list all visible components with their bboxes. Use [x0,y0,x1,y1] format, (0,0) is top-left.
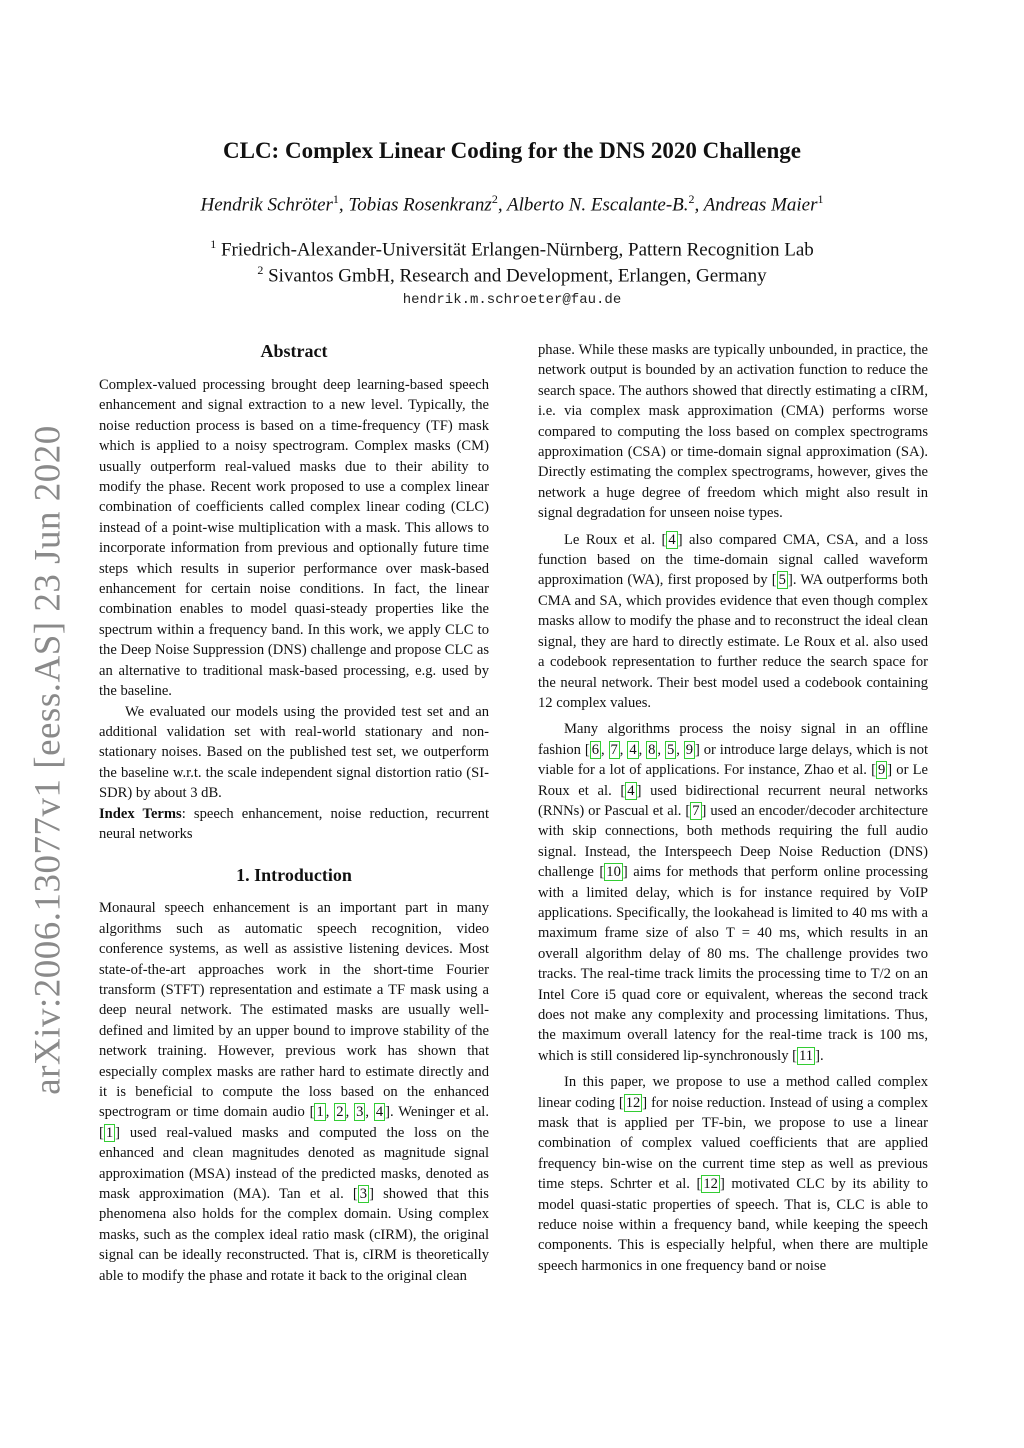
paper-title: CLC: Complex Linear Coding for the DNS 2020 Challenge [223,138,801,163]
affil-text: Sivantos GmbH, Research and Development, Erlangen, Germany [268,265,767,287]
index-terms [99,804,489,845]
author-name: Andreas Maier [703,194,818,216]
author-affil-sup: 1 [817,192,824,206]
citation-link[interactable]: 12 [625,1094,641,1111]
abstract-heading: Abstract [260,341,328,361]
citation-link[interactable]: 12 [703,1176,718,1193]
affil-sup: 2 [257,263,264,277]
affil-sup: 1 [210,237,217,251]
intro-paragraph: In this paper, we propose to use a method called complex linear coding [ 12 ] for noise reduction. Instead of using a complex mask that is applied per TF-bin, we propose to use a linear combination of complex valued coefficients that are applied frequency bin-wise on the current time step as well as previous time steps. Schrter et al. [ 12 ] motivated CLC by its ability to model quasi-static properties of speech. That is, CLC is able to reduce noise within a frequency band, while keeping the speech components. This is especially helpful, when there are multiple speech harmonics in one frequency band or noise [538,1074,928,1274]
citation-link[interactable]: 3 [356,1104,364,1121]
right-column [538,340,928,1276]
author-list [0,192,1024,216]
index-terms-label: Index Terms [99,805,182,822]
citation-link[interactable]: 5 [666,741,675,758]
index-terms-text: : speech enhancement, noise reduction, recurrent neural networks [99,805,490,842]
citation-link[interactable]: 6 [591,741,599,758]
abstract-paragraph: We evaluated our models using the provided test set and an additional validation set with real-world stationary and non-stationary noises. Based on the published test set, we outperform the baseline w.r.t. the scale independent signal distortion ratio (SI-SDR) by about 3 dB. [99,703,489,802]
abstract-paragraph: Complex-valued processing brought deep learning-based speech enhancement and signal extraction to a new level. Typically, the noise reduction process is based on a time-frequency (TF) mask which is applied to a noisy spectrogram. Complex masks (CM) usually outperform real-valued masks due to their ability to modify the phase. Recent work proposed to use a complex linear combination of coefficients called complex linear coding (CLC) instead of a point-wise multiplication with a mask. This allows to incorporate information from previous and optionally future time steps which results in superior performance over mask-based enhancement for certain noise conditions. In fact, the linear combination enables to model quasi-steady properties like the spectrum within a frequency band. In this work, we apply CLC to the Deep Noise Suppression (DNS) challenge and propose CLC as an alternative to traditional mask-based processing, e.g. used by the baseline. [99,377,489,700]
citation-link[interactable]: 4 [668,531,676,548]
author-separator: , [338,194,349,216]
author-name: Alberto N. Escalante-B. [507,194,689,216]
author-separator: , [497,194,507,216]
affil-text: Friedrich-Alexander-Universität Erlangen-Nürnberg, Pattern Recognition Lab [220,239,814,261]
citation-link[interactable]: 9 [877,762,886,779]
citation-link[interactable]: 10 [606,864,621,881]
citation-link[interactable]: 9 [685,741,694,758]
citation-link[interactable]: 7 [610,741,618,758]
author-affil-sup: 1 [332,192,339,206]
author-email[interactable]: hendrik.m.schroeter@fau.de [402,292,622,308]
citation-link[interactable]: 7 [692,802,700,819]
citation-link[interactable]: 4 [627,782,635,799]
author-separator: , [694,194,704,216]
intro-paragraph: phase. While these masks are typically unbounded, in practice, the network output is bounded by an activation function to reduce the search space. The authors showed that directly estimating a cIRM, i.e. via complex mask approximation (CMA) performs worse compared to computing the loss based on complex spectrograms approximation (CSA) or time-domain signal approximation (SA). Directly estimating the complex spectrograms, however, gives the network a huge degree of freedom which might also result in signal degradation for unseen noise types. [538,342,928,522]
section-heading-introduction: 1. Introduction [236,865,352,886]
citation-link[interactable]: 8 [648,741,656,758]
author-affil-sup: 2 [688,192,695,206]
citation-link[interactable]: 2 [336,1104,344,1121]
citation-link[interactable]: 4 [629,741,637,758]
intro-paragraph: Le Roux et al. [ 4 ] also compared CMA, CSA, and a loss function based on the time-domain signal called waveform approximation (WA), first proposed by [ 5 ]. WA outperforms both CMA and SA, which provides evidence that even though complex masks allow to modify the phase and to reconstruct the ideal clean signal, they are hard to directly estimate. Le Roux et al. also used a codebook representation to further reduce the search space for the neural network. Their best model used a codebook containing 12 complex values. [538,531,929,711]
citation-link[interactable]: 1 [105,1124,114,1141]
affiliation-1 [0,237,1024,261]
citation-link[interactable]: 5 [778,572,786,589]
affiliation-2 [0,263,1024,287]
intro-paragraph: Many algorithms process the noisy signal in an offline fashion [ 6 , 7 , 4 , 8 , 5 , 9 ] or introduce large delays, which is not viable for a lot of applications. For instance, Zhao et al. [ 9 ] or Le Roux et al. [ 4 ] used bidirectional recurrent neural networks (RNNs) or Pascual et al. [ 7 ] used an encoder/decoder architecture with skip connections, both methods requiring the full audio signal. Instead, the Interspeech Deep Noise Reduction (DNS) challenge [ 10 ] aims for methods that perform online processing with a limited delay, which is for instance required by VoIP applications. Specifically, the lookahead is limited to 40 ms with a maximum frame size of also T = 40 ms, which results in an overall algorithm delay of 80 ms. The challenge provides two tracks. The real-time track limits the processing time to T/2 on an Intel Core i5 quad core or equivalent, whereas the second track does not make any complexity and processing limitations. Thus, the maximum overall latency for the real-time track is 100 ms, which is still considered lip-synchronously [ 11 ]. [538,721,929,1064]
citation-link[interactable]: 1 [316,1104,324,1121]
citation-link[interactable]: 3 [359,1186,368,1203]
intro-paragraph: Monaural speech enhancement is an important part in many algorithms such as automatic speech recognition, video conference systems, as well as assistive listening devices. Most state-of-the-art approaches work in the short-time Fourier transform (STFT) representation and estimate a TF mask using a deep neural network. The estimated masks are usually well-defined and limited by an upper bound to improve stability of the network training. However, previous work has shown that especially complex masks are rather hard to estimate directly and it is beneficial to compute the loss based on the enhanced spectrogram or time domain audio [ 1 , 2 , 3 , 4 ]. Weninger et al. [ 1 ] used real-valued masks and computed the loss on the enhanced and clean magnitudes denoted as magnitude signal approximation (MSA) instead of the predicted masks, denoted as mask approximation (MA). Tan et al. [ 3 ] showed that this phenomena also holds for the complex domain. Using complex masks, such as the complex ideal ratio mask (cIRM), the original signal can be ideally reconstructed. That is, cIRM is theoretically able to modify the phase and rotate it back to the original clean [99,900,490,1284]
citation-link[interactable]: 4 [375,1104,384,1121]
author-name: Hendrik Schröter [200,194,333,216]
author-affil-sup: 2 [491,192,498,206]
arxiv-identifier: arXiv:2006.13077v1 [eess.AS] 23 Jun 2020 [27,425,69,1095]
arxiv-sidebar [18,425,78,1095]
author-name: Tobias Rosenkranz [348,194,492,216]
left-column [99,340,489,1286]
citation-link[interactable]: 11 [799,1047,814,1064]
